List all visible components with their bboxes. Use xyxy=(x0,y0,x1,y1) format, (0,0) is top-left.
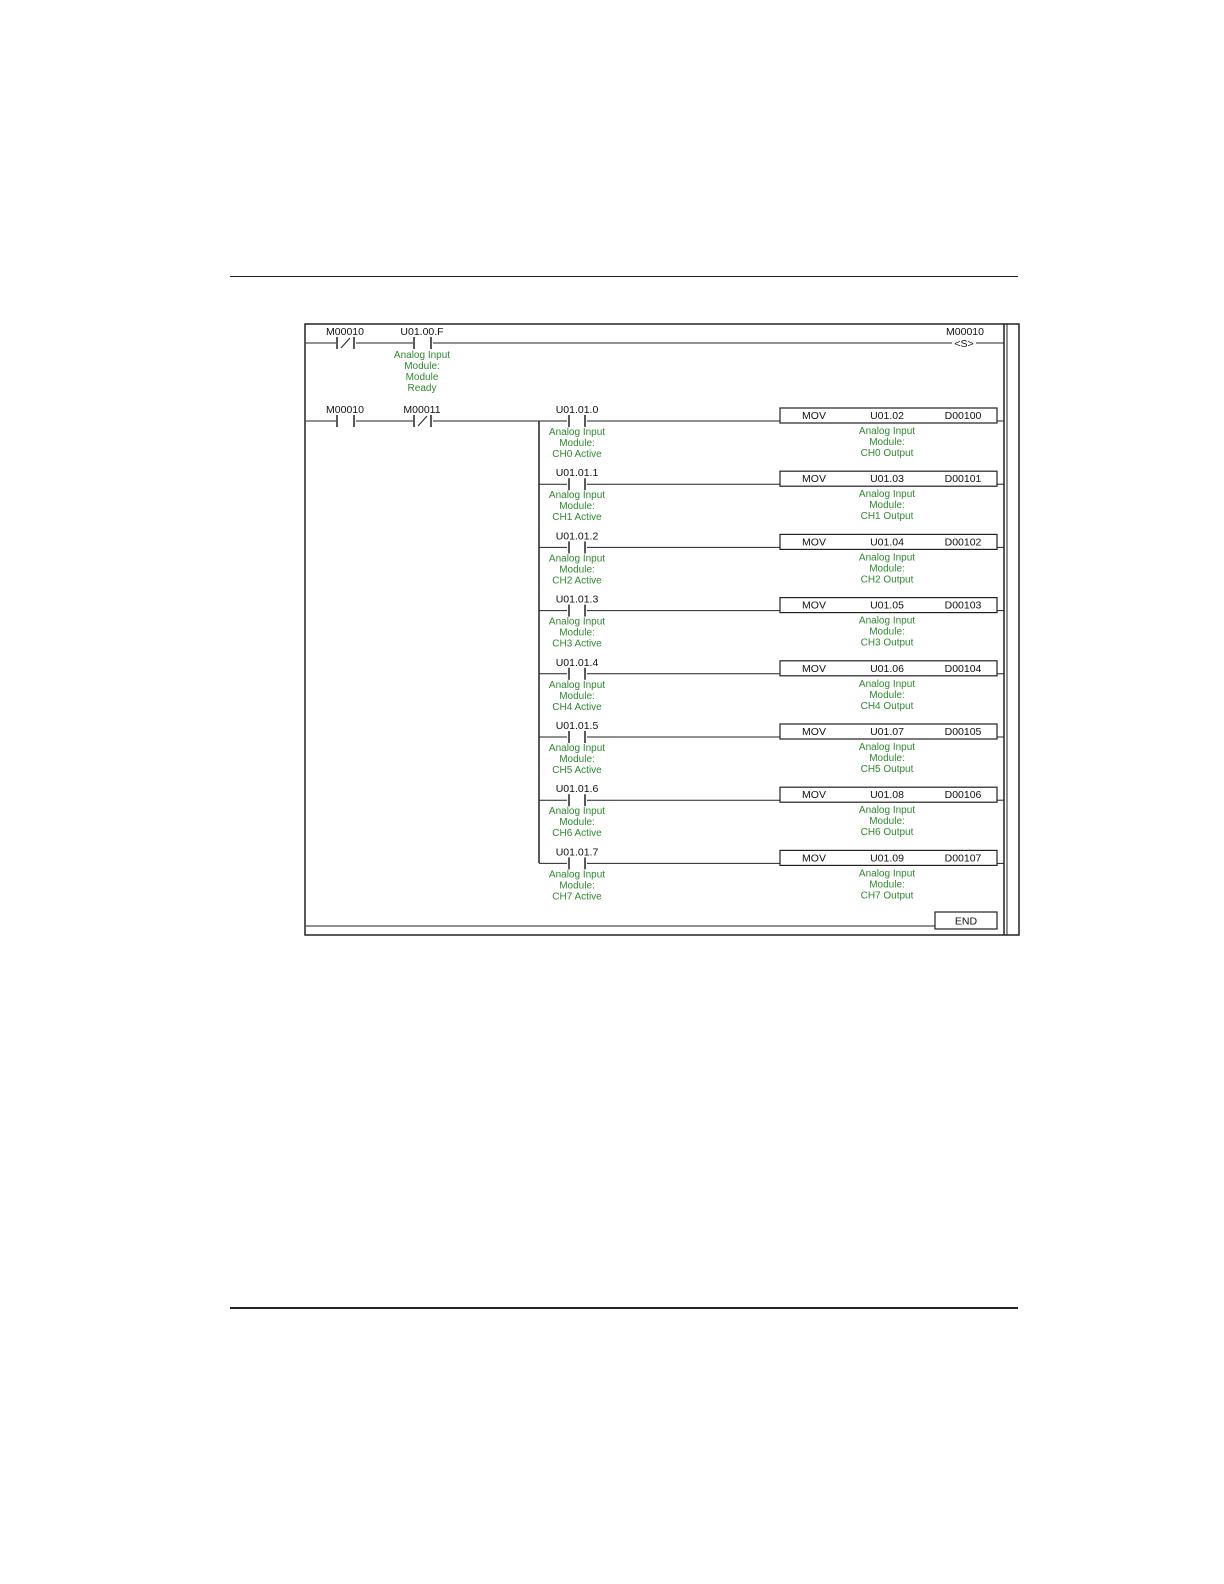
mov-source-operand: U01.05 xyxy=(870,599,904,612)
branch-contact-comment-line: CH4 Active xyxy=(552,701,602,713)
branch-contact-comment-line: Module: xyxy=(559,438,595,449)
branch-contact-comment-line: CH2 Active xyxy=(552,575,602,587)
branch-6 xyxy=(539,783,1004,839)
mov-source-comment-line: Analog Input xyxy=(858,868,916,880)
mov-source-comment-line: Module: xyxy=(869,753,905,764)
rung-1-set-coil-symbol: <S> xyxy=(954,338,974,350)
contact-gap xyxy=(567,415,587,427)
mov-source-comment-line: Analog Input xyxy=(858,552,916,564)
branch-contact-comment-line: Analog Input xyxy=(548,869,606,881)
mov-source-comment-line: Analog Input xyxy=(858,678,916,690)
mov-destination-operand: D00103 xyxy=(944,599,982,612)
mov-source-comment-line: CH6 Output xyxy=(860,827,914,839)
mov-source-comment-line: Module: xyxy=(869,437,905,448)
mov-destination-operand: D00106 xyxy=(944,789,982,802)
mov-source-comment-line: Module: xyxy=(869,563,905,575)
branch-contact-address: U01.01.0 xyxy=(555,404,599,416)
mov-destination-operand: D00101 xyxy=(944,473,982,486)
rung-2-contact-1-address: M00010 xyxy=(326,404,364,416)
branch-2 xyxy=(539,530,1004,586)
mov-source-comment-line: Module: xyxy=(869,816,905,828)
branch-contact-comment-line: CH0 Active xyxy=(552,449,602,460)
branch-contact-address: U01.01.3 xyxy=(555,593,599,606)
branch-contact-comment-line: Analog Input xyxy=(548,679,606,691)
contact-gap xyxy=(567,794,587,806)
mov-source-comment-line: CH3 Output xyxy=(860,637,914,649)
mov-destination-operand: D00104 xyxy=(944,662,982,675)
rung-1 xyxy=(306,326,1004,394)
branch-contact-comment-line: CH5 Active xyxy=(552,765,602,776)
contact-gap xyxy=(567,478,587,490)
rung-1-contact-1-address: M00010 xyxy=(326,326,364,338)
branch-contact-comment-line: Analog Input xyxy=(548,616,606,628)
branch-contact-comment-line: Analog Input xyxy=(548,806,606,818)
mov-source-comment-line: Analog Input xyxy=(858,426,916,437)
mov-source-comment-line: Analog Input xyxy=(858,742,916,753)
mov-destination-operand: D00105 xyxy=(944,726,982,738)
branch-contact-comment-line: Module: xyxy=(559,564,595,576)
contact-gap xyxy=(567,605,587,617)
mov-instruction-name: MOV xyxy=(802,410,826,422)
rung-1-coil-address: M00010 xyxy=(946,326,984,338)
branch-5 xyxy=(539,720,1004,776)
mov-source-operand: U01.09 xyxy=(870,852,904,865)
mov-source-comment-line: CH4 Output xyxy=(860,700,914,712)
mov-source-operand: U01.02 xyxy=(870,410,904,422)
branch-contact-comment-line: CH6 Active xyxy=(552,828,602,840)
branch-contact-comment-line: CH1 Active xyxy=(552,512,602,524)
branch-contact-comment-line: Analog Input xyxy=(548,743,606,754)
mov-source-comment-line: CH0 Output xyxy=(860,448,914,459)
rung-1-contact-2-comment-line-3: Module xyxy=(405,372,439,383)
mov-branches xyxy=(539,404,1004,902)
mov-source-comment-line: Analog Input xyxy=(858,615,916,627)
rung-1-contact-2-comment-line-1: Analog Input xyxy=(393,350,451,361)
rung-1-contact-2-comment-line-2: Module: xyxy=(404,361,440,372)
branch-contact-address: U01.01.6 xyxy=(555,783,599,796)
branch-7 xyxy=(539,846,1004,902)
branch-contact-comment-line: Module: xyxy=(559,690,595,702)
branch-contact-comment-line: Module: xyxy=(559,627,595,639)
branch-contact-address: U01.01.1 xyxy=(555,467,599,480)
contact-gap xyxy=(567,857,587,869)
mov-source-comment-line: Module: xyxy=(869,879,905,891)
branch-contact-comment-line: CH7 Active xyxy=(552,891,602,903)
branch-contact-address: U01.01.2 xyxy=(555,530,599,543)
contact-gap xyxy=(567,731,587,743)
mov-source-comment-line: CH5 Output xyxy=(860,764,914,775)
mov-instruction-name: MOV xyxy=(802,726,826,738)
mov-source-operand: U01.04 xyxy=(870,536,904,549)
branch-contact-address: U01.01.7 xyxy=(555,846,599,859)
branch-contact-comment-line: Module: xyxy=(559,817,595,829)
mov-source-comment-line: Module: xyxy=(869,689,905,701)
rung-2 xyxy=(306,404,780,863)
branch-1 xyxy=(539,467,1004,523)
branch-0 xyxy=(539,404,1004,460)
mov-source-comment-line: Module: xyxy=(869,500,905,512)
mov-destination-operand: D00100 xyxy=(944,410,982,422)
rung-1-contact-2-address: U01.00.F xyxy=(400,326,444,338)
mov-instruction-name: MOV xyxy=(802,536,826,549)
rung-2-contact-2-address: M00011 xyxy=(403,404,441,416)
mov-source-operand: U01.08 xyxy=(870,789,904,802)
mov-instruction-name: MOV xyxy=(802,599,826,612)
mov-source-comment-line: Analog Input xyxy=(858,805,916,817)
branch-contact-comment-line: Analog Input xyxy=(548,490,606,502)
mov-source-operand: U01.06 xyxy=(870,662,904,675)
branch-contact-comment-line: CH3 Active xyxy=(552,638,602,650)
branch-contact-comment-line: Module: xyxy=(559,880,595,892)
mov-destination-operand: D00102 xyxy=(944,536,982,549)
mov-source-comment-line: CH2 Output xyxy=(860,574,914,586)
end-label: END xyxy=(954,915,978,928)
mov-instruction-name: MOV xyxy=(802,662,826,675)
end-rung xyxy=(306,912,997,929)
mov-source-comment-line: CH1 Output xyxy=(860,511,914,523)
contact-gap xyxy=(567,668,587,680)
contact-gap xyxy=(567,541,587,553)
mov-destination-operand: D00107 xyxy=(944,852,982,865)
mov-instruction-name: MOV xyxy=(802,473,826,486)
branch-3 xyxy=(539,594,1004,650)
mov-source-comment-line: CH7 Output xyxy=(860,890,914,902)
branch-contact-address: U01.01.4 xyxy=(555,656,599,669)
branch-contact-comment-line: Analog Input xyxy=(548,427,606,438)
mov-source-operand: U01.07 xyxy=(870,726,904,738)
rung-1-contact-2-comment-line-4: Ready xyxy=(407,383,437,394)
branch-4 xyxy=(539,657,1004,713)
branch-contact-comment-line: Module: xyxy=(559,754,595,765)
branch-contact-address: U01.01.5 xyxy=(555,720,599,732)
mov-instruction-name: MOV xyxy=(802,852,826,865)
mov-source-comment-line: Analog Input xyxy=(858,489,916,501)
branch-contact-comment-line: Analog Input xyxy=(548,553,606,565)
branch-contact-comment-line: Module: xyxy=(559,501,595,513)
mov-source-operand: U01.03 xyxy=(870,473,904,486)
mov-source-comment-line: Module: xyxy=(869,626,905,638)
mov-instruction-name: MOV xyxy=(802,789,826,802)
